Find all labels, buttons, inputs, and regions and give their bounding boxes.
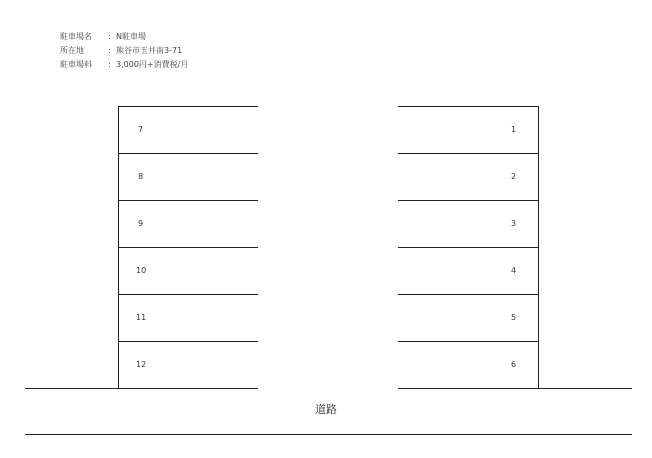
- space-number-9: 9: [138, 219, 144, 228]
- space-number-2: 2: [511, 172, 517, 181]
- left-divider: [118, 106, 258, 107]
- space-number-1: 1: [511, 125, 517, 134]
- space-number-6: 6: [511, 360, 517, 369]
- fee-value: 3,000円+消費税/月: [116, 60, 189, 69]
- right-divider: [398, 153, 539, 154]
- road-edge-bottom: [25, 434, 632, 435]
- separator: :: [108, 60, 111, 69]
- space-number-12: 12: [136, 360, 147, 369]
- road-edge-top-right: [398, 388, 632, 389]
- right-divider: [398, 247, 539, 248]
- parking-name-label: 駐車場名: [60, 32, 92, 41]
- space-number-5: 5: [511, 313, 517, 322]
- location-value: 熊谷市玉井南3-71: [116, 46, 183, 55]
- road-label: 道路: [315, 403, 337, 416]
- right-divider: [398, 341, 539, 342]
- right-divider: [398, 106, 539, 107]
- space-number-7: 7: [138, 125, 144, 134]
- location-label: 所在地: [60, 46, 84, 55]
- left-divider: [118, 341, 258, 342]
- left-divider: [118, 200, 258, 201]
- space-number-10: 10: [136, 266, 147, 275]
- space-number-3: 3: [511, 219, 517, 228]
- space-number-4: 4: [511, 266, 517, 275]
- separator: :: [108, 46, 111, 55]
- space-number-8: 8: [138, 172, 144, 181]
- left-divider: [118, 294, 258, 295]
- left-divider: [118, 153, 258, 154]
- right-divider: [398, 294, 539, 295]
- parking-name-value: N駐車場: [116, 32, 146, 41]
- space-number-11: 11: [136, 313, 147, 322]
- separator: :: [108, 32, 111, 41]
- fee-label: 駐車場料: [60, 60, 92, 69]
- left-divider: [118, 247, 258, 248]
- road-edge-top-left: [25, 388, 258, 389]
- right-divider: [398, 200, 539, 201]
